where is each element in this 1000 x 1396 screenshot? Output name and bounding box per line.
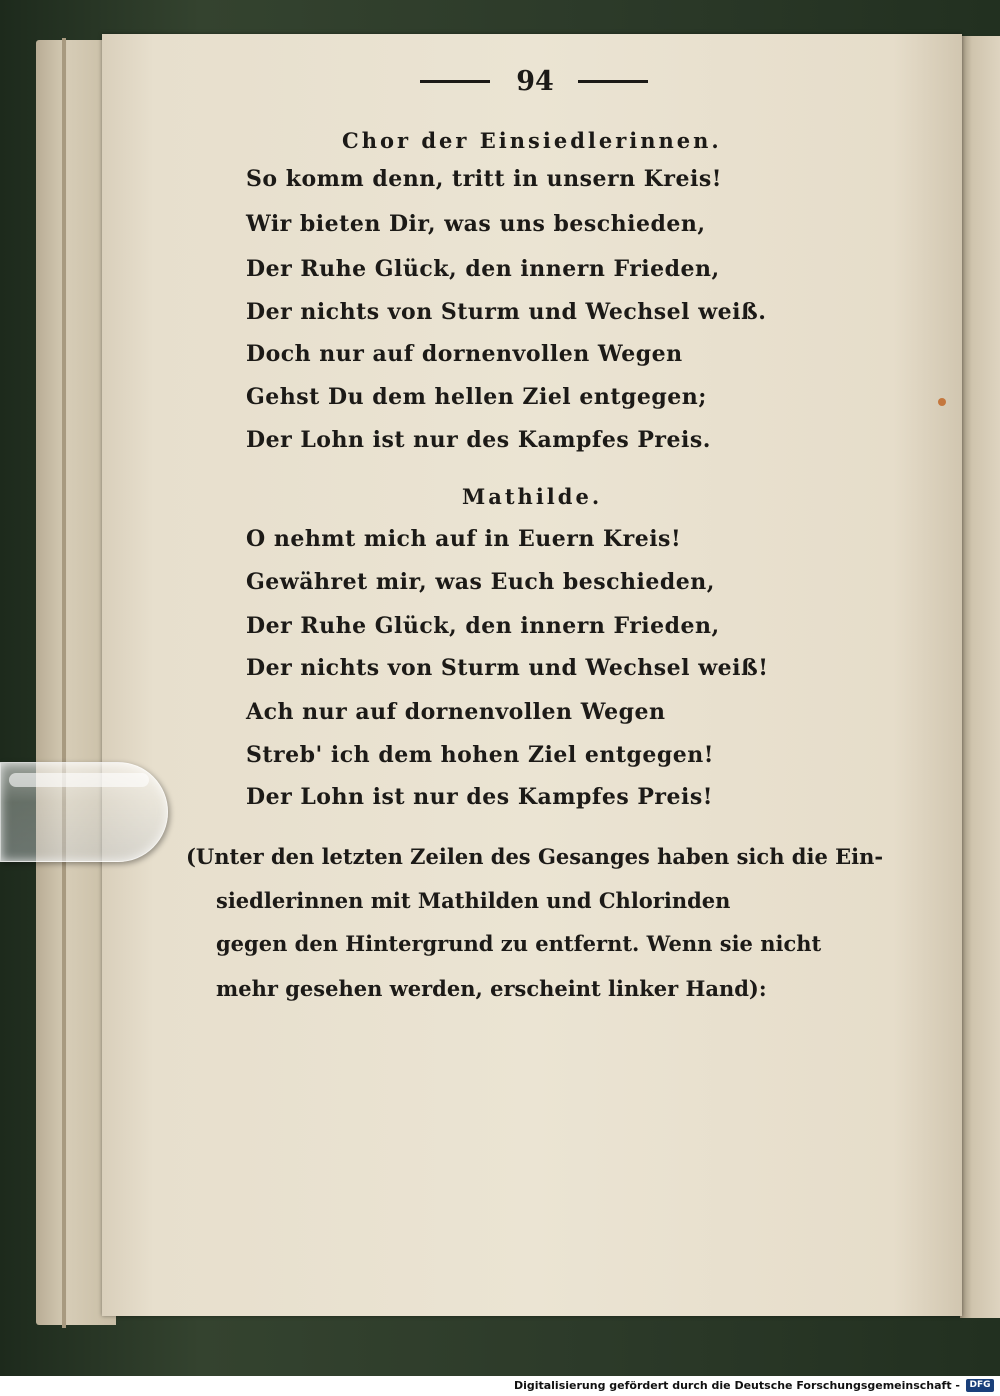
speaker-line: Der Ruhe Glück, den innern Frieden, [246,613,720,639]
chorus-line: Gehst Du dem hellen Ziel entgegen; [246,384,707,410]
stage-direction-line: mehr gesehen werden, erscheint linker Hand): [216,976,767,1001]
paper-stain [938,398,946,406]
footer-credit: Digitalisierung gefördert durch die Deutsche Forschungsgemeinschaft - [513,1379,960,1392]
dfg-logo-icon: DFG [966,1379,994,1392]
chorus-line: Wir bieten Dir, was uns beschieden, [246,211,706,237]
chorus-line: Der Lohn ist nur des Kampfes Preis. [246,427,711,453]
header-rule-right [578,80,648,83]
stage-direction-line: siedlerinnen mit Mathilden und Chlorinden [216,888,731,913]
facing-page-edge [960,36,1000,1318]
speaker-line: Gewähret mir, was Euch beschieden, [246,569,715,595]
page-header [420,66,650,100]
speaker-line: Ach nur auf dornenvollen Wegen [246,699,666,725]
speaker-line: Der Lohn ist nur des Kampfes Preis! [246,784,713,810]
page-number: 94 [516,66,554,97]
chorus-heading: Chor der Einsiedlerinnen. [342,128,722,153]
footer-bar [0,1376,1000,1396]
speaker-line: Der nichts von Sturm und Wechsel weiß! [246,655,769,681]
chorus-line: Doch nur auf dornenvollen Wegen [246,341,683,367]
chorus-line: Der Ruhe Glück, den innern Frieden, [246,256,720,282]
chorus-line: Der nichts von Sturm und Wechsel weiß. [246,299,767,325]
speaker-line: Streb' ich dem hohen Ziel entgegen! [246,742,714,768]
speaker-line: O nehmt mich auf in Euern Kreis! [246,526,682,552]
stage-direction-line: gegen den Hintergrund zu entfernt. Wenn sie nicht [216,931,822,956]
glass-highlight [9,773,149,787]
speaker-heading: Mathilde. [462,484,603,509]
chorus-line: So komm denn, tritt in unsern Kreis! [246,166,722,192]
book-spine-line [62,38,66,1328]
stage-direction-line: (Unter den letzten Zeilen des Gesanges haben sich die Ein- [186,844,884,869]
header-rule-left [420,80,490,83]
glass-page-holder [0,762,168,862]
